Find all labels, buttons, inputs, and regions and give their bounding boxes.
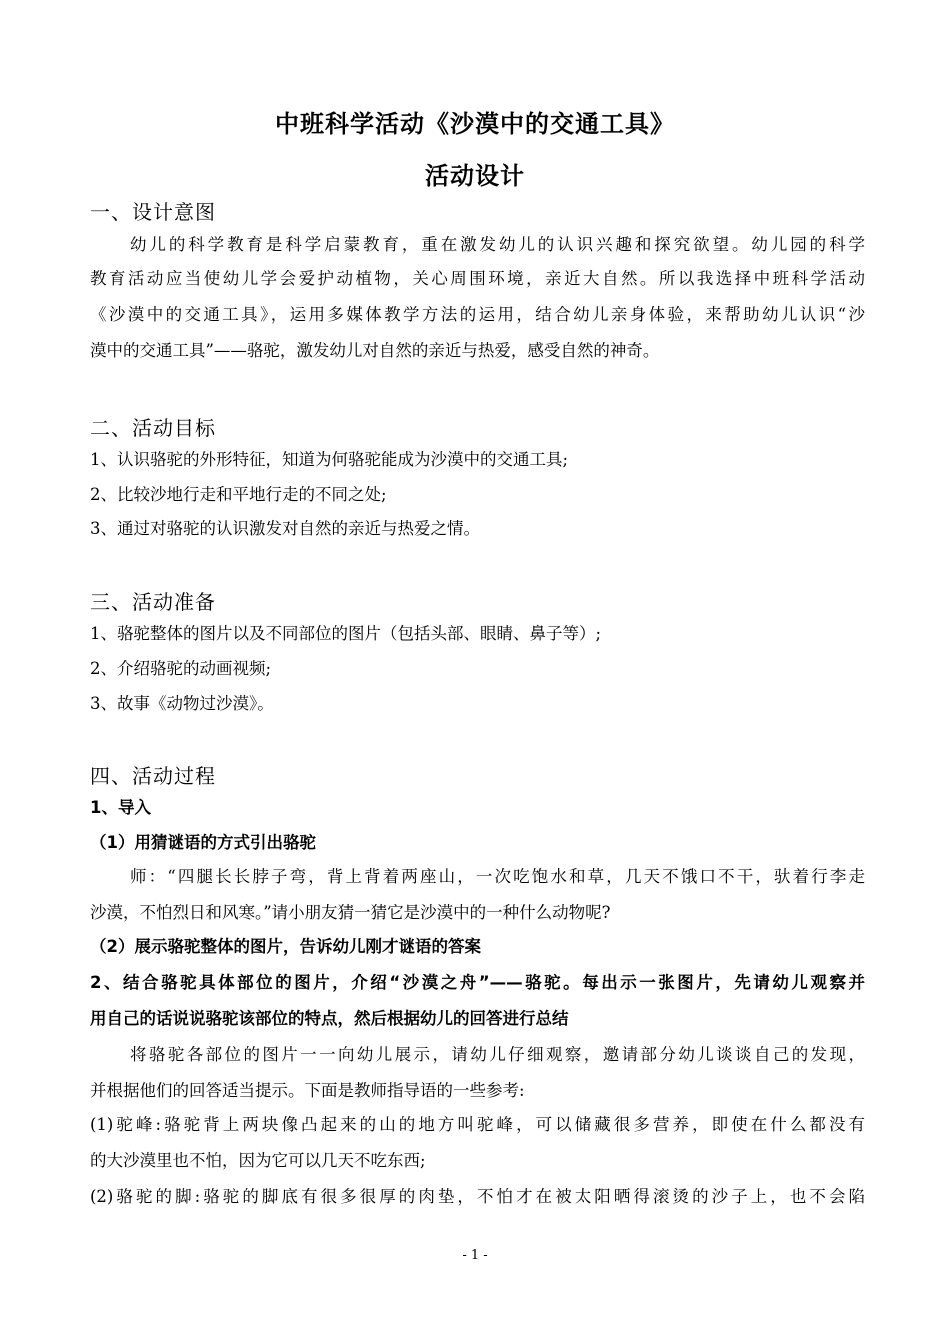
page-number: - 1 -	[462, 1248, 488, 1263]
list-item: 2、介绍骆驼的动画视频;	[90, 659, 272, 678]
list-item: 3、故事《动物过沙漠》。	[90, 694, 274, 713]
list-item: 1、认识骆驼的外形特征，知道为何骆驼能成为沙漠中的交通工具;	[90, 450, 569, 469]
list-item: 3、通过对骆驼的认识激发对自然的亲近与热爱之情。	[90, 519, 480, 538]
paragraph-line: 沙漠，不怕烈日和风寒。”请小朋友猜一猜它是沙漠中的一种什么动物呢?	[90, 903, 611, 922]
paragraph-line: 并根据他们的回答适当提示。下面是教师指导语的一些参考:	[90, 1081, 525, 1100]
paragraph-line: 将骆驼各部位的图片一一向幼儿展示，请幼儿仔细观察，邀请部分幼儿谈谈自己的发现，	[130, 1045, 865, 1064]
paragraph-line: 《沙漠中的交通工具》，运用多媒体教学方法的运用，结合幼儿亲身体验，来帮助幼儿认识“沙	[90, 305, 865, 324]
paragraph-line: 师：“四腿长长脖子弯，背上背着两座山，一次吃饱水和草，几天不饿口不干，驮着行李走	[130, 867, 865, 886]
list-item: 2、比较沙地行走和平地行走的不同之处;	[90, 485, 387, 504]
document-title: 中班科学活动《沙漠中的交通工具》	[275, 110, 675, 138]
list-item: 1、骆驼整体的图片以及不同部位的图片（包括头部、眼睛、鼻子等）;	[90, 624, 602, 643]
step-heading: 2、结合骆驼具体部位的图片，介绍“沙漠之舟”——骆驼。每出示一张图片，先请幼儿观察并	[90, 973, 865, 992]
paragraph-line: 幼儿的科学教育是科学启蒙教育，重在激发幼儿的认识兴趣和探究欲望。幼儿园的科学	[130, 235, 865, 254]
paragraph-line: (2)骆驼的脚:骆驼的脚底有很多很厚的肉垫，不怕才在被太阳晒得滚烫的沙子上，也不会陷	[90, 1187, 865, 1206]
document-subtitle: 活动设计	[425, 162, 525, 190]
paragraph-line: 漠中的交通工具”——骆驼，激发幼儿对自然的亲近与热爱，感受自然的神奇。	[90, 341, 660, 360]
section-heading-process: 四、活动过程	[90, 764, 216, 788]
section-heading-preparation: 三、活动准备	[90, 590, 216, 614]
step-heading: 1、导入	[90, 798, 151, 817]
section-heading-design-intent: 一、设计意图	[90, 200, 216, 224]
step-heading: 用自己的话说说骆驼该部位的特点，然后根据幼儿的回答进行总结	[90, 1009, 569, 1028]
sub-step-heading: （1）用猜谜语的方式引出骆驼	[90, 833, 316, 852]
sub-step-heading: （2）展示骆驼整体的图片，告诉幼儿刚才谜语的答案	[90, 937, 481, 956]
paragraph-line: 的大沙漠里也不怕，因为它可以几天不吃东西;	[90, 1151, 426, 1170]
section-heading-goals: 二、活动目标	[90, 416, 216, 440]
paragraph-line: (1)驼峰:骆驼背上两块像凸起来的山的地方叫驼峰，可以储藏很多营养，即使在什么都没有	[90, 1115, 865, 1134]
paragraph-line: 教育活动应当使幼儿学会爱护动植物，关心周围环境，亲近大自然。所以我选择中班科学活动	[90, 269, 865, 288]
